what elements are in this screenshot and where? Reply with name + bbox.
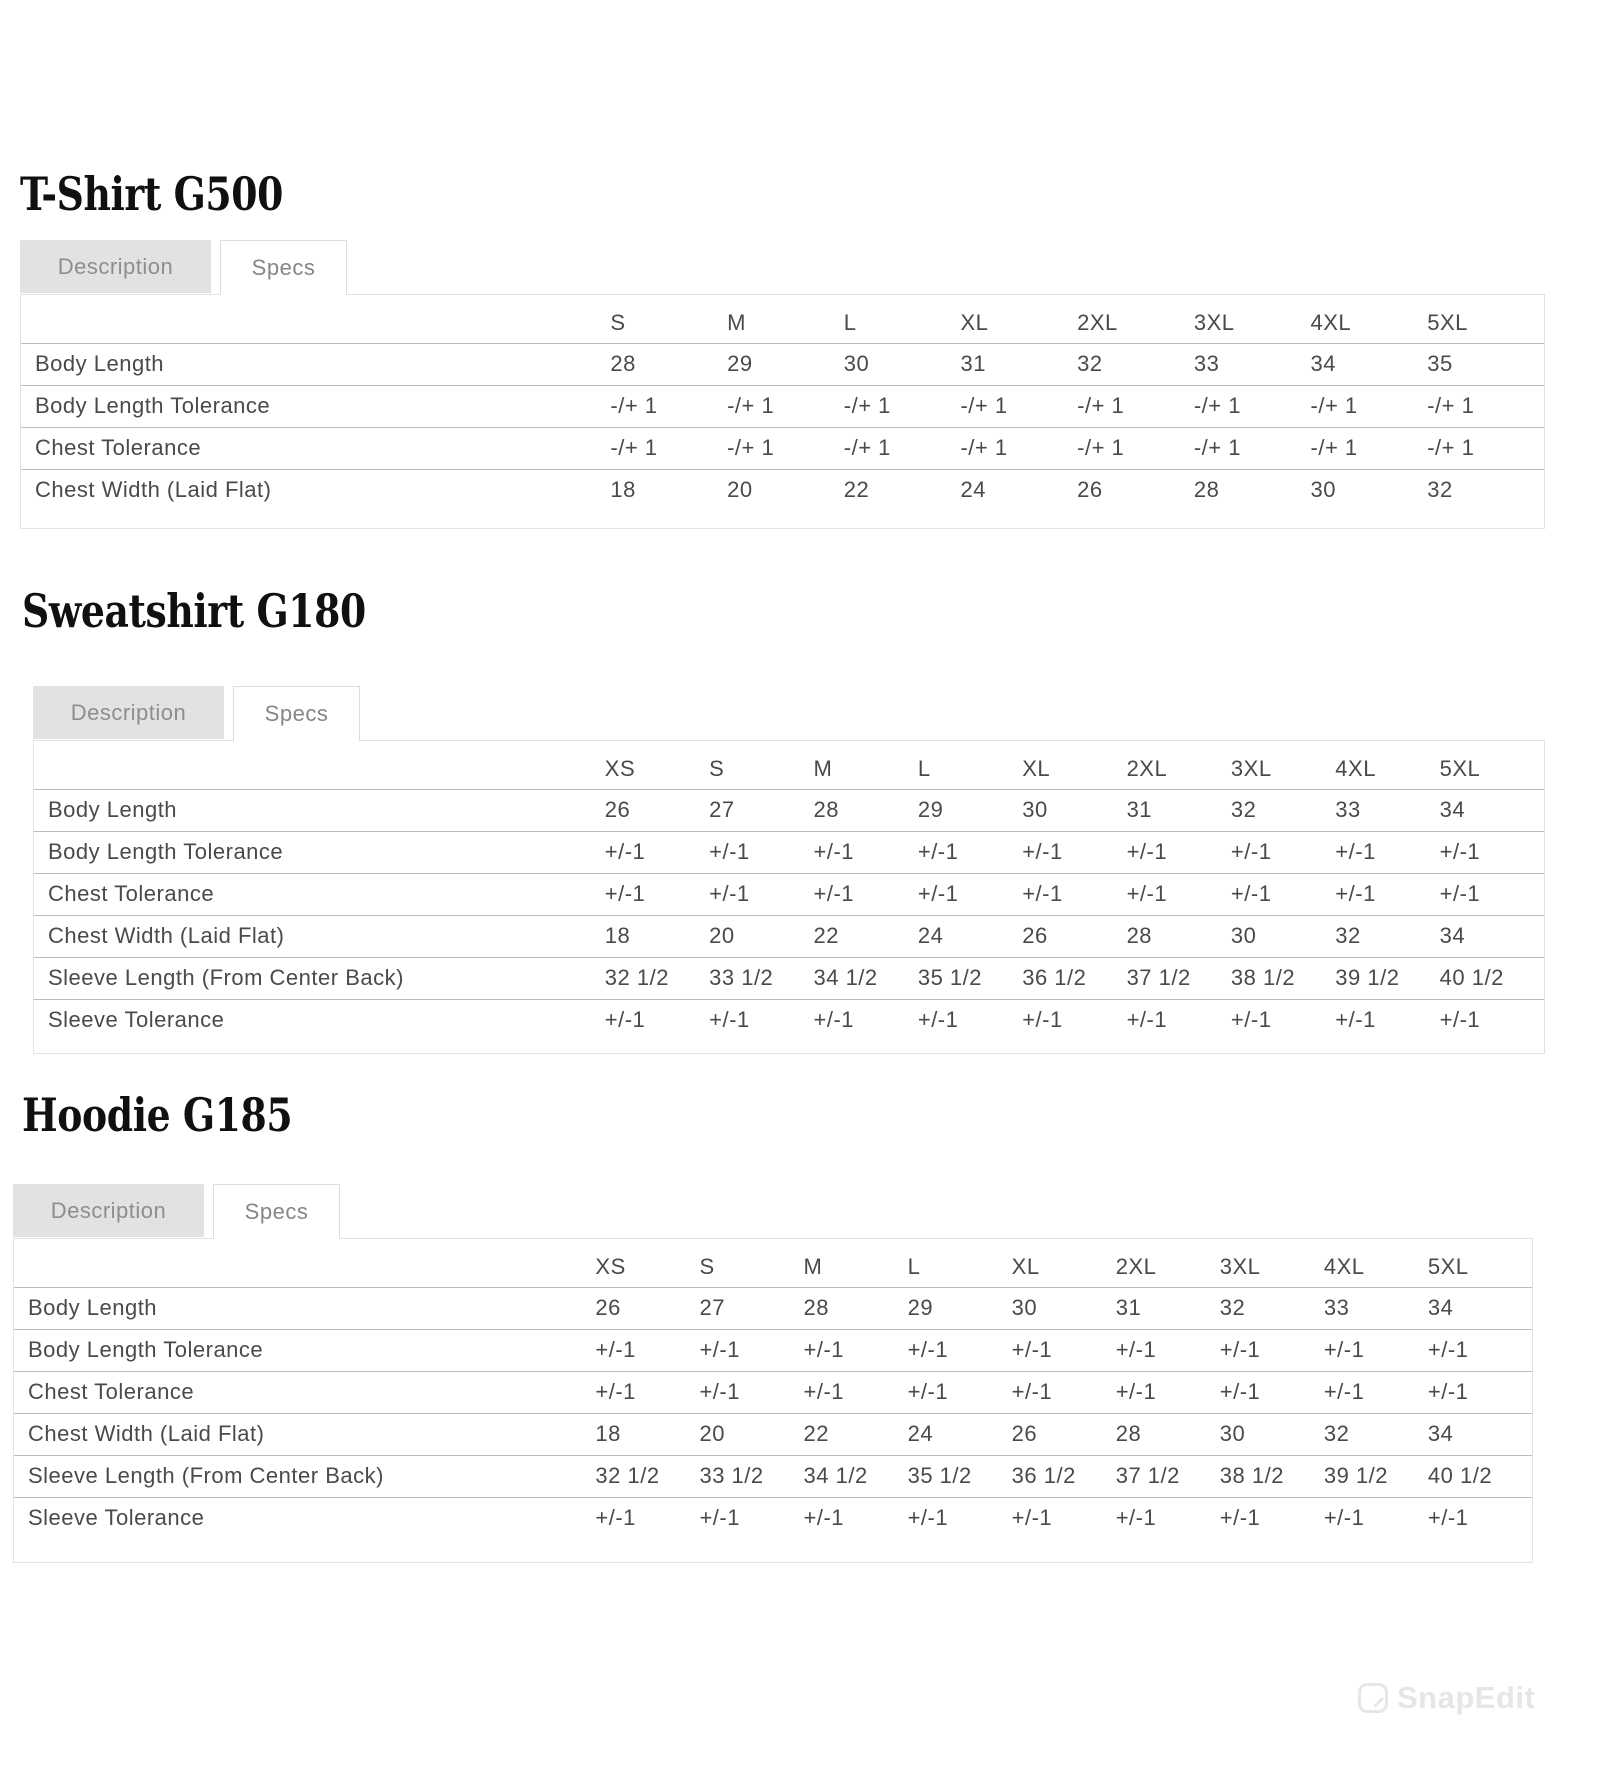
spec-value-cell: 30 [1022, 789, 1126, 831]
spec-row-label: Chest Tolerance [14, 1371, 595, 1413]
spec-value-cell: +/-1 [709, 873, 813, 915]
size-column-header: 2XL [1126, 755, 1168, 781]
spec-row [14, 1497, 1532, 1539]
size-column-header: XS [604, 755, 636, 781]
spec-value-cell: +/-1 [1428, 1371, 1532, 1413]
spec-value-cell: 34 1/2 [804, 1455, 908, 1497]
size-column-header: 3XL [1230, 755, 1272, 781]
spec-value-cell: +/-1 [1022, 831, 1126, 873]
spec-value-cell: 37 1/2 [1127, 957, 1231, 999]
spec-value-cell: 35 1/2 [918, 957, 1022, 999]
spec-value-cell: 28 [1116, 1413, 1220, 1455]
spec-row [14, 1371, 1532, 1413]
spec-value-cell: +/-1 [813, 831, 917, 873]
spec-value-cell: 29 [727, 343, 844, 385]
spec-value-cell: 22 [844, 469, 961, 511]
size-spec-table [34, 741, 1544, 1041]
spec-value-cell: 39 1/2 [1335, 957, 1439, 999]
spec-value-cell: +/-1 [918, 831, 1022, 873]
size-column-header: S [709, 755, 725, 781]
spec-row [14, 1287, 1532, 1329]
spec-value-cell: 20 [699, 1413, 803, 1455]
spec-value-cell: +/-1 [1012, 1497, 1116, 1539]
size-header-row [21, 295, 1544, 343]
size-column-header: XL [1022, 755, 1051, 781]
spec-value-cell: 30 [1231, 915, 1335, 957]
spec-value-cell: -/+ 1 [960, 427, 1077, 469]
spec-value-cell: +/-1 [1335, 999, 1439, 1041]
spec-row [34, 915, 1544, 957]
product-specs-page [0, 168, 1600, 1768]
tab-bar [20, 240, 1545, 294]
spec-value-cell: 31 [960, 343, 1077, 385]
spec-value-cell: 33 1/2 [699, 1455, 803, 1497]
spec-value-cell: +/-1 [908, 1371, 1012, 1413]
spec-value-cell: -/+ 1 [610, 427, 727, 469]
tab-description[interactable]: Description [13, 1184, 204, 1237]
tab-specs[interactable]: Specs [233, 686, 360, 741]
spec-value-cell: +/-1 [918, 873, 1022, 915]
product-section-sweatshirt-g180 [22, 584, 1545, 1054]
spec-value-cell: +/-1 [595, 1371, 699, 1413]
size-column-header: 4XL [1310, 309, 1352, 335]
spec-value-cell: 28 [813, 789, 917, 831]
spec-row [21, 427, 1544, 469]
spec-row-label: Sleeve Length (From Center Back) [14, 1455, 595, 1497]
spec-value-cell: 31 [1127, 789, 1231, 831]
spec-value-cell: +/-1 [1012, 1371, 1116, 1413]
snapedit-logo-icon [1358, 1683, 1388, 1713]
spec-row-label: Sleeve Length (From Center Back) [34, 957, 605, 999]
spec-value-cell: 26 [1012, 1413, 1116, 1455]
size-column-header: M [727, 309, 746, 335]
spec-value-cell: 36 1/2 [1012, 1455, 1116, 1497]
spec-value-cell: +/-1 [1440, 831, 1544, 873]
spec-value-cell: 20 [727, 469, 844, 511]
spec-value-cell: 28 [804, 1287, 908, 1329]
tab-description[interactable]: Description [33, 686, 224, 739]
size-column-header: XL [1011, 1253, 1040, 1279]
spec-value-cell: 40 1/2 [1428, 1455, 1532, 1497]
spec-value-cell: -/+ 1 [1194, 427, 1311, 469]
size-column-header: 3XL [1219, 1253, 1261, 1279]
spec-row [21, 469, 1544, 511]
spec-value-cell: 28 [610, 343, 727, 385]
spec-value-cell: 34 [1428, 1287, 1532, 1329]
specs-panel [20, 294, 1545, 529]
size-column-header: L [907, 1253, 921, 1279]
spec-value-cell: +/-1 [1231, 831, 1335, 873]
spec-value-cell: +/-1 [709, 999, 813, 1041]
spec-value-cell: 24 [918, 915, 1022, 957]
product-title: Hoodie G185 [22, 1088, 293, 1142]
spec-value-cell: 29 [908, 1287, 1012, 1329]
product-section-hoodie-g185 [13, 1089, 1533, 1563]
size-column-header: S [699, 1253, 715, 1279]
spec-value-cell: -/+ 1 [610, 385, 727, 427]
spec-row [34, 999, 1544, 1041]
spec-value-cell: 34 1/2 [813, 957, 917, 999]
spec-value-cell: -/+ 1 [1194, 385, 1311, 427]
tab-specs[interactable]: Specs [220, 240, 347, 295]
spec-row-label: Chest Width (Laid Flat) [34, 915, 605, 957]
spec-row-label: Body Length Tolerance [34, 831, 605, 873]
spec-value-cell: +/-1 [804, 1497, 908, 1539]
spec-value-cell: 33 [1335, 789, 1439, 831]
snapedit-watermark [1358, 1680, 1535, 1716]
spec-value-cell: +/-1 [709, 831, 813, 873]
spec-value-cell: +/-1 [1116, 1371, 1220, 1413]
size-column-header: M [813, 755, 833, 781]
size-column-header: 4XL [1323, 1253, 1365, 1279]
spec-label-column-header [14, 1239, 595, 1287]
size-header-row [34, 741, 1544, 789]
spec-value-cell: +/-1 [595, 1497, 699, 1539]
spec-value-cell: +/-1 [699, 1497, 803, 1539]
spec-value-cell: +/-1 [1022, 999, 1126, 1041]
spec-value-cell: 32 [1335, 915, 1439, 957]
spec-row-label: Chest Tolerance [21, 427, 610, 469]
spec-value-cell: +/-1 [1116, 1497, 1220, 1539]
spec-value-cell: -/+ 1 [1427, 427, 1544, 469]
spec-value-cell: +/-1 [1012, 1329, 1116, 1371]
spec-row-label: Chest Width (Laid Flat) [21, 469, 610, 511]
spec-value-cell: 18 [610, 469, 727, 511]
spec-value-cell: 30 [844, 343, 961, 385]
spec-value-cell: +/-1 [1324, 1371, 1428, 1413]
spec-value-cell: -/+ 1 [844, 427, 961, 469]
spec-value-cell: 20 [709, 915, 813, 957]
spec-value-cell: 34 [1311, 343, 1428, 385]
spec-value-cell: -/+ 1 [1427, 385, 1544, 427]
spec-value-cell: 18 [605, 915, 709, 957]
spec-row-label: Chest Tolerance [34, 873, 605, 915]
spec-row [14, 1413, 1532, 1455]
spec-value-cell: 24 [908, 1413, 1012, 1455]
spec-row [21, 385, 1544, 427]
spec-value-cell: 31 [1116, 1287, 1220, 1329]
spec-value-cell: +/-1 [1428, 1497, 1532, 1539]
spec-row-label: Body Length [14, 1287, 595, 1329]
spec-value-cell: 18 [595, 1413, 699, 1455]
size-column-header: 5XL [1427, 1253, 1469, 1279]
spec-value-cell: +/-1 [1231, 873, 1335, 915]
size-spec-table [14, 1239, 1532, 1539]
size-column-header: L [843, 309, 857, 335]
spec-value-cell: 32 1/2 [605, 957, 709, 999]
spec-value-cell: 22 [804, 1413, 908, 1455]
spec-value-cell: 27 [709, 789, 813, 831]
spec-value-cell: +/-1 [813, 999, 917, 1041]
size-column-header: S [610, 309, 626, 335]
spec-value-cell: 36 1/2 [1022, 957, 1126, 999]
spec-value-cell: 34 [1428, 1413, 1532, 1455]
spec-value-cell: -/+ 1 [1311, 385, 1428, 427]
spec-value-cell: 35 [1427, 343, 1544, 385]
spec-value-cell: 26 [1077, 469, 1194, 511]
spec-row [34, 789, 1544, 831]
product-section-tshirt-g500 [20, 168, 1545, 529]
spec-value-cell: 35 1/2 [908, 1455, 1012, 1497]
spec-value-cell: +/-1 [699, 1329, 803, 1371]
product-title: T-Shirt G500 [20, 167, 283, 221]
tab-bar [13, 1184, 1533, 1238]
size-column-header: 3XL [1193, 309, 1235, 335]
spec-value-cell: 32 [1324, 1413, 1428, 1455]
tab-bar [33, 686, 1545, 740]
size-column-header: 4XL [1335, 755, 1376, 781]
size-column-header: 5XL [1427, 309, 1468, 335]
spec-value-cell: 27 [699, 1287, 803, 1329]
spec-value-cell: 28 [1127, 915, 1231, 957]
spec-value-cell: +/-1 [1116, 1329, 1220, 1371]
size-header-row [14, 1239, 1532, 1287]
spec-label-column-header [34, 741, 605, 789]
size-column-header: L [917, 755, 931, 781]
spec-value-cell: 26 [605, 789, 709, 831]
spec-value-cell: +/-1 [908, 1329, 1012, 1371]
spec-value-cell: 34 [1440, 915, 1544, 957]
spec-value-cell: 40 1/2 [1440, 957, 1544, 999]
spec-value-cell: +/-1 [804, 1329, 908, 1371]
spec-value-cell: 37 1/2 [1116, 1455, 1220, 1497]
spec-value-cell: +/-1 [1440, 873, 1544, 915]
watermark-label: SnapEdit [1397, 1680, 1536, 1715]
spec-value-cell: 30 [1311, 469, 1428, 511]
spec-value-cell: +/-1 [1335, 873, 1439, 915]
spec-value-cell: +/-1 [1324, 1497, 1428, 1539]
spec-value-cell: +/-1 [804, 1371, 908, 1413]
spec-value-cell: 29 [918, 789, 1022, 831]
spec-value-cell: 26 [595, 1287, 699, 1329]
spec-row [21, 343, 1544, 385]
spec-row [14, 1329, 1532, 1371]
spec-value-cell: 32 [1077, 343, 1194, 385]
size-column-header: M [803, 1253, 823, 1279]
spec-value-cell: 33 [1324, 1287, 1428, 1329]
spec-value-cell: +/-1 [1220, 1371, 1324, 1413]
spec-value-cell: -/+ 1 [727, 427, 844, 469]
spec-value-cell: 38 1/2 [1220, 1455, 1324, 1497]
spec-row [34, 873, 1544, 915]
spec-value-cell: 33 [1194, 343, 1311, 385]
spec-value-cell: 28 [1194, 469, 1311, 511]
spec-value-cell: 34 [1440, 789, 1544, 831]
spec-row [34, 957, 1544, 999]
spec-value-cell: -/+ 1 [727, 385, 844, 427]
spec-value-cell: -/+ 1 [844, 385, 961, 427]
spec-value-cell: +/-1 [1127, 999, 1231, 1041]
size-spec-table [21, 295, 1544, 511]
specs-panel [33, 740, 1545, 1054]
size-column-header: 2XL [1077, 309, 1118, 335]
size-column-header: 2XL [1115, 1253, 1157, 1279]
tab-specs[interactable]: Specs [213, 1184, 340, 1239]
spec-row [14, 1455, 1532, 1497]
tab-description[interactable]: Description [20, 240, 211, 293]
size-column-header: XL [960, 309, 989, 335]
spec-value-cell: -/+ 1 [1311, 427, 1428, 469]
spec-value-cell: +/-1 [1022, 873, 1126, 915]
spec-label-column-header [21, 295, 610, 343]
spec-value-cell: +/-1 [1324, 1329, 1428, 1371]
spec-value-cell: 32 [1231, 789, 1335, 831]
spec-value-cell: +/-1 [1440, 999, 1544, 1041]
size-column-header: XS [595, 1253, 626, 1279]
spec-value-cell: 30 [1012, 1287, 1116, 1329]
size-column-header: 5XL [1439, 755, 1481, 781]
spec-value-cell: +/-1 [1127, 831, 1231, 873]
spec-value-cell: 33 1/2 [709, 957, 813, 999]
spec-value-cell: 32 1/2 [595, 1455, 699, 1497]
spec-row-label: Body Length [34, 789, 605, 831]
spec-value-cell: +/-1 [1428, 1329, 1532, 1371]
spec-row-label: Body Length Tolerance [14, 1329, 595, 1371]
specs-panel [13, 1238, 1533, 1563]
spec-row-label: Body Length [21, 343, 610, 385]
spec-value-cell: 30 [1220, 1413, 1324, 1455]
spec-row-label: Sleeve Tolerance [34, 999, 605, 1041]
spec-value-cell: +/-1 [595, 1329, 699, 1371]
spec-value-cell: +/-1 [1335, 831, 1439, 873]
spec-row-label: Body Length Tolerance [21, 385, 610, 427]
spec-value-cell: +/-1 [1220, 1329, 1324, 1371]
spec-value-cell: -/+ 1 [1077, 385, 1194, 427]
spec-value-cell: 39 1/2 [1324, 1455, 1428, 1497]
spec-value-cell: +/-1 [605, 999, 709, 1041]
spec-value-cell: +/-1 [918, 999, 1022, 1041]
spec-value-cell: -/+ 1 [960, 385, 1077, 427]
spec-value-cell: +/-1 [1127, 873, 1231, 915]
spec-value-cell: +/-1 [605, 873, 709, 915]
spec-value-cell: 32 [1220, 1287, 1324, 1329]
spec-value-cell: +/-1 [813, 873, 917, 915]
spec-value-cell: 32 [1427, 469, 1544, 511]
spec-value-cell: 24 [960, 469, 1077, 511]
spec-row [34, 831, 1544, 873]
spec-value-cell: +/-1 [1231, 999, 1335, 1041]
product-title: Sweatshirt G180 [22, 584, 366, 638]
spec-row-label: Sleeve Tolerance [14, 1497, 595, 1539]
spec-value-cell: +/-1 [908, 1497, 1012, 1539]
spec-value-cell: 38 1/2 [1231, 957, 1335, 999]
spec-value-cell: +/-1 [699, 1371, 803, 1413]
spec-value-cell: 22 [813, 915, 917, 957]
spec-value-cell: +/-1 [1220, 1497, 1324, 1539]
spec-value-cell: -/+ 1 [1077, 427, 1194, 469]
spec-value-cell: +/-1 [605, 831, 709, 873]
spec-value-cell: 26 [1022, 915, 1126, 957]
spec-row-label: Chest Width (Laid Flat) [14, 1413, 595, 1455]
